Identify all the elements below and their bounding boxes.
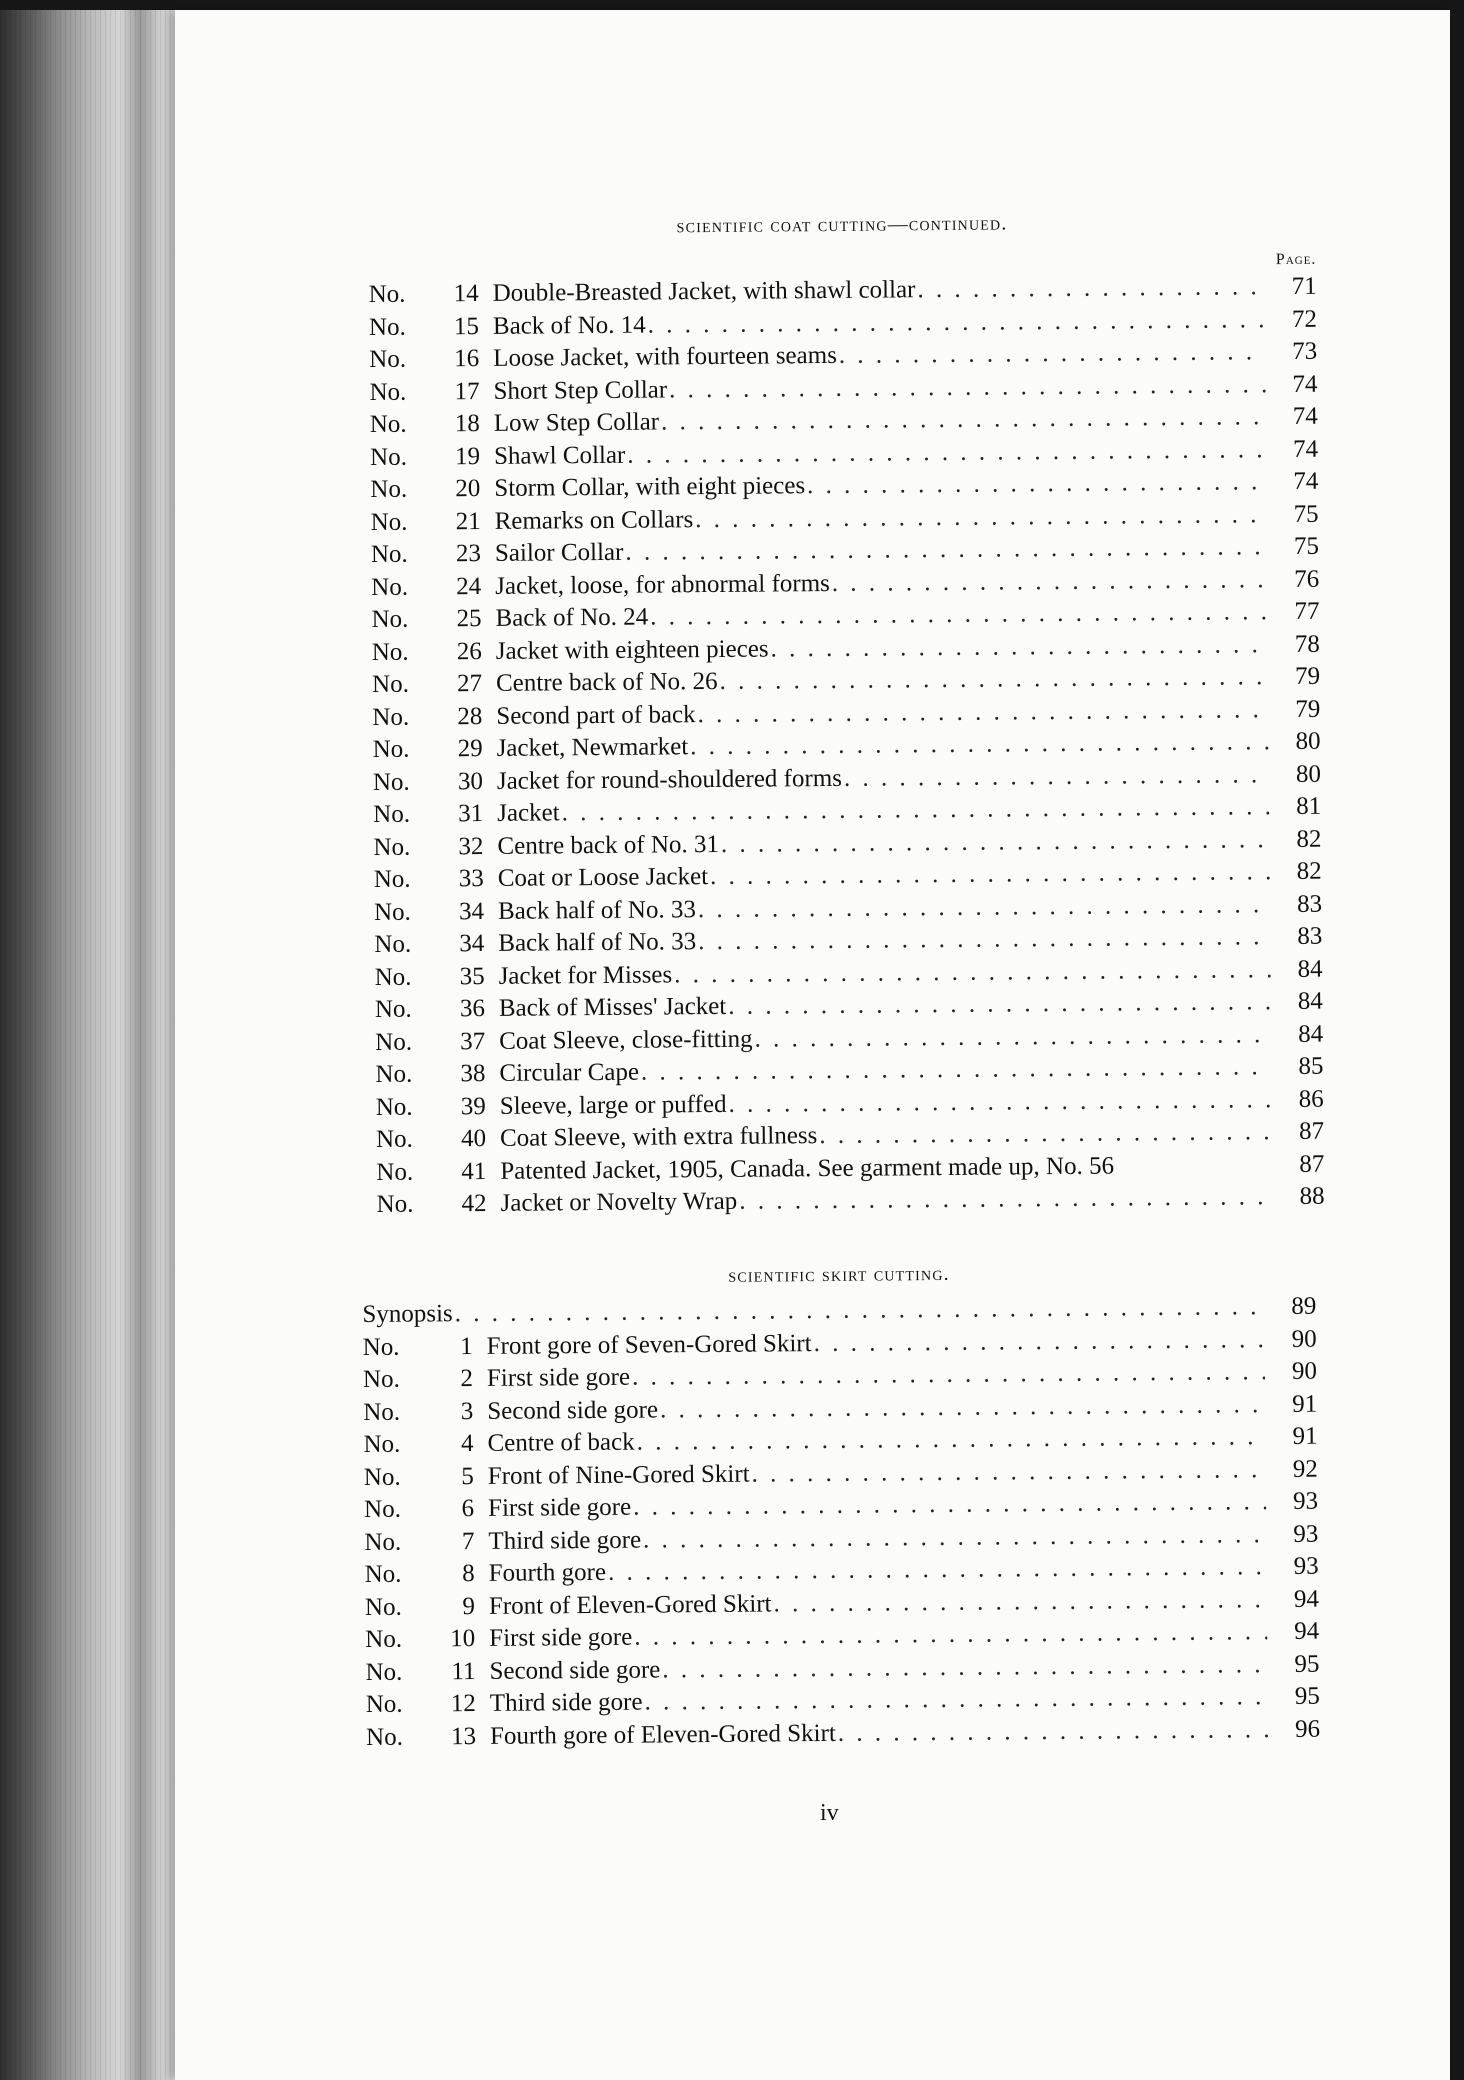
entry-page: 79 [1295, 695, 1321, 723]
entry-number: 37 [460, 1027, 486, 1055]
entry-title: Third side gore [488, 1526, 642, 1555]
dot-leader [754, 1019, 1271, 1056]
entry-title: Double-Breasted Jacket, with shawl collar [492, 276, 916, 307]
entry-number: 36 [459, 995, 486, 1023]
entry-number: 28 [457, 702, 483, 730]
entry-no-label: No. [370, 475, 408, 503]
dot-leader [813, 1324, 1264, 1360]
entry-page: 87 [1298, 1117, 1325, 1145]
entry-no-label: No. [371, 670, 409, 698]
entry-page: 84 [1298, 1020, 1324, 1048]
dot-leader [728, 986, 1271, 1023]
entry-page: 90 [1291, 1325, 1317, 1353]
dot-leader [728, 1084, 1271, 1121]
entry-number: 4 [460, 1430, 474, 1458]
entry-no-label: No. [371, 638, 409, 666]
entry-title: Centre back of No. 31 [497, 830, 720, 860]
entry-no-label: No. [374, 930, 412, 958]
entry-page: 74 [1292, 402, 1318, 430]
entry-page: 93 [1293, 1520, 1319, 1548]
entry-no-label: No. [369, 345, 407, 373]
dot-leader [739, 1181, 1273, 1218]
entry-title: Fourth gore of Eleven-Gored Skirt [489, 1719, 836, 1750]
entry-page: 84 [1297, 955, 1323, 983]
entry-no-label: No. [364, 1528, 402, 1556]
entry-page: 74 [1292, 435, 1319, 463]
entry-page: 92 [1292, 1455, 1318, 1483]
entry-number: 33 [458, 865, 484, 893]
entry-title: Second side gore [489, 1655, 661, 1685]
dot-leader [838, 1714, 1269, 1750]
entry-page: 91 [1292, 1390, 1318, 1418]
dot-leader [632, 1356, 1265, 1394]
entry-number: 17 [454, 377, 480, 405]
entry-page: 85 [1298, 1052, 1324, 1080]
entry-no-label: No. [372, 703, 410, 731]
skirt-section-heading: scientific skirt cutting. [728, 1262, 950, 1287]
entry-no-label: No. [374, 963, 412, 991]
entry-no-label: No. [365, 1690, 403, 1718]
entry-title: Third side gore [489, 1688, 643, 1717]
entry-no-label: No. [363, 1398, 401, 1426]
entry-number: 35 [459, 962, 485, 990]
entry-title: Back of No. 24 [495, 603, 649, 632]
entry-no-label: No. [375, 1028, 413, 1056]
dot-leader [634, 1616, 1267, 1654]
dot-leader [807, 466, 1267, 503]
entry-title: Sleeve, large or puffed [499, 1090, 727, 1120]
entry-no-label: No. [370, 508, 408, 536]
coat-section-heading: scientific coat cutting—continued. [676, 212, 1008, 238]
dot-leader [770, 629, 1267, 666]
entry-title: Front of Eleven-Gored Skirt [488, 1589, 772, 1620]
page-column-label: Page. [1275, 250, 1317, 269]
entry-title: Jacket with eighteen pieces [495, 635, 769, 665]
entry-title: Jacket [497, 799, 560, 827]
entry-page: 80 [1295, 727, 1321, 755]
page-folio: iv [820, 1800, 839, 1826]
dot-leader [650, 596, 1268, 634]
entry-title: Jacket or Novelty Wrap [500, 1187, 738, 1217]
entry-title: Short Step Collar [493, 375, 668, 405]
entry-page: 95 [1294, 1650, 1320, 1678]
skirt-entry-list [363, 1323, 1321, 1754]
dot-leader [751, 1454, 1265, 1491]
entry-number: 1 [460, 1332, 473, 1360]
book-page-edges [0, 10, 190, 2080]
entry-title: Coat Sleeve, close-fitting [499, 1025, 753, 1055]
entry-no-label: No. [371, 573, 409, 601]
entry-number: 34 [458, 897, 485, 925]
entry-title: Circular Cape [499, 1058, 640, 1087]
entry-number: 41 [461, 1157, 487, 1185]
entry-number: 6 [461, 1495, 475, 1523]
entry-title: Back of No. 14 [492, 311, 646, 340]
entry-page: 72 [1291, 305, 1318, 333]
entry-page: 96 [1294, 1715, 1321, 1743]
entry-title: Back of Misses' Jacket [498, 992, 727, 1022]
entry-page: 93 [1292, 1487, 1319, 1515]
dot-leader [832, 564, 1268, 600]
entry-number: 13 [450, 1722, 477, 1750]
entry-title: Jacket for Misses [498, 960, 673, 990]
entry-page: 79 [1294, 662, 1321, 690]
coat-entry-list [369, 271, 1325, 1222]
entry-number: 21 [455, 507, 481, 535]
entry-number: 42 [461, 1190, 487, 1218]
entry-page: 83 [1297, 922, 1323, 950]
dot-leader [674, 954, 1271, 992]
entry-title: Centre back of No. 26 [495, 667, 718, 697]
dot-leader [839, 336, 1266, 372]
entry-page: 74 [1292, 370, 1318, 398]
dot-leader [690, 726, 1269, 764]
entry-page: 82 [1296, 825, 1322, 853]
entry-no-label: No. [365, 1625, 403, 1653]
entry-number: 26 [456, 637, 482, 665]
entry-title: Second side gore [487, 1395, 659, 1425]
entry-no-label: No. [364, 1560, 402, 1588]
entry-page: 77 [1294, 597, 1320, 625]
dot-leader [697, 694, 1268, 731]
entry-no-label: No. [363, 1463, 401, 1491]
entry-title: Jacket, loose, for abnormal forms [495, 569, 830, 600]
entry-no-label: No. [372, 735, 410, 763]
entry-no-label: No. [373, 800, 411, 828]
dot-leader [773, 1584, 1267, 1621]
dot-leader [669, 369, 1266, 407]
entry-number: 12 [450, 1690, 476, 1718]
entry-no-label: No. [375, 1093, 413, 1121]
entry-no-label: No. [372, 768, 410, 796]
dot-leader [844, 759, 1269, 795]
entry-title: Coat Sleeve, with extra fullness [499, 1122, 818, 1152]
entry-no-label: No. [362, 1333, 400, 1361]
entry-title: Second part of back [496, 700, 696, 730]
entry-title: Back half of No. 33 [498, 928, 697, 957]
entry-no-label: No. [370, 540, 408, 568]
entry-number: 29 [457, 735, 483, 763]
dot-leader [644, 1681, 1268, 1719]
entry-title: Fourth gore [488, 1558, 607, 1587]
entry-page: 76 [1294, 565, 1320, 593]
entry-page: 93 [1293, 1552, 1319, 1580]
dot-leader [633, 1486, 1266, 1524]
entry-no-label: No. [369, 443, 408, 471]
coat-section [368, 210, 1325, 1222]
entry-number: 19 [454, 442, 481, 470]
entry-title: Front of Nine-Gored Skirt [487, 1460, 750, 1490]
entry-title: First side gore [487, 1493, 632, 1522]
entry-page: 90 [1291, 1357, 1318, 1385]
entry-page: 94 [1294, 1617, 1320, 1645]
entry-number: 15 [453, 312, 480, 340]
entry-page: 74 [1293, 467, 1319, 495]
dot-leader [917, 271, 1264, 307]
entry-title: Back half of No. 33 [497, 895, 697, 925]
entry-title: Sailor Collar [494, 538, 624, 567]
entry-no-label: No. [371, 605, 409, 633]
entry-title: Shawl Collar [493, 441, 626, 470]
entry-no-label: No. [363, 1495, 402, 1523]
entry-number: 11 [451, 1657, 476, 1685]
scan-right-border [1450, 0, 1464, 2080]
entry-number: 10 [450, 1625, 476, 1653]
entry-page: 83 [1296, 890, 1323, 918]
entry-title: First side gore [489, 1623, 633, 1652]
entry-page: 82 [1296, 857, 1322, 885]
entry-number: 34 [459, 930, 485, 958]
entry-page: 75 [1293, 532, 1320, 560]
entry-number: 38 [460, 1060, 486, 1088]
entry-page: 91 [1292, 1422, 1318, 1450]
entry-number: 3 [460, 1397, 474, 1425]
entry-number: 16 [454, 345, 480, 373]
dot-leader [695, 499, 1267, 536]
dot-leader [710, 856, 1270, 893]
entry-no-label: No. [373, 898, 411, 926]
dot-leader [819, 1116, 1272, 1152]
entry-page: 87 [1299, 1150, 1325, 1178]
dot-leader [660, 1389, 1265, 1427]
entry-no-label: No. [365, 1723, 404, 1751]
entry-number: 5 [461, 1462, 474, 1490]
entry-title: Centre of back [487, 1428, 635, 1457]
entry-page: 80 [1295, 760, 1322, 788]
entry-no-label: No. [369, 410, 407, 438]
skirt-section [362, 1260, 1320, 1754]
entry-no-label: No. [375, 1125, 413, 1153]
entry-no-label: No. [362, 1365, 400, 1393]
entry-number: 32 [458, 832, 484, 860]
entry-number: 39 [460, 1092, 486, 1120]
entry-title: Storm Collar, with eight pieces [494, 472, 806, 502]
entry-page: 86 [1298, 1085, 1324, 1113]
entry-no-label: No. [364, 1593, 402, 1621]
dot-leader [662, 1649, 1267, 1687]
entry-page: 75 [1293, 500, 1319, 528]
entry-no-label: No. [374, 995, 412, 1023]
entry-number: 40 [460, 1125, 487, 1153]
dot-leader [648, 304, 1266, 342]
entry-title: Jacket, Newmarket [496, 733, 689, 762]
entry-number: 30 [457, 767, 484, 795]
entry-number: 25 [456, 605, 482, 633]
dot-leader [719, 661, 1268, 698]
entry-number: 24 [456, 572, 482, 600]
dot-leader [641, 1051, 1272, 1089]
entry-no-label: No. [368, 313, 406, 341]
entry-title: Synopsis [362, 1300, 453, 1328]
entry-no-label: No. [363, 1430, 401, 1458]
dot-leader [698, 921, 1270, 958]
entry-page: 88 [1299, 1182, 1325, 1210]
entry-page: 89 [1291, 1292, 1317, 1320]
entry-no-label: No. [369, 378, 407, 406]
entry-number: 14 [453, 280, 479, 308]
entry-number: 2 [460, 1365, 474, 1393]
entry-number: 31 [458, 800, 484, 828]
entry-title: Remarks on Collars [494, 505, 694, 535]
spacer [1114, 1172, 1278, 1173]
entry-no-label: No. [376, 1190, 414, 1218]
entry-page: 84 [1297, 987, 1323, 1015]
entry-page: 78 [1294, 630, 1320, 658]
entry-title: Loose Jacket, with fourteen seams [493, 341, 837, 372]
entry-page: 71 [1291, 272, 1317, 300]
entry-title: Low Step Collar [493, 408, 660, 437]
entry-page: 73 [1292, 337, 1318, 365]
entry-number: 27 [456, 670, 483, 698]
dot-leader [721, 824, 1270, 861]
entry-no-label: No. [376, 1158, 414, 1186]
entry-number: 23 [455, 540, 482, 568]
entry-title: Patented Jacket, 1905, Canada. See garment made up, No. 56 [500, 1152, 1115, 1185]
entry-no-label: No. [373, 865, 411, 893]
entry-number: 18 [454, 410, 480, 438]
entry-no-label: No. [375, 1060, 413, 1088]
entry-page: 95 [1294, 1682, 1320, 1710]
dot-leader [698, 889, 1270, 926]
entry-title: Jacket for round-shouldered forms [496, 764, 843, 795]
entry-no-label: No. [365, 1658, 403, 1686]
entry-title: Coat or Loose Jacket [497, 863, 709, 892]
entry-page: 94 [1293, 1585, 1320, 1613]
dot-leader [643, 1519, 1267, 1557]
dot-leader [661, 401, 1266, 439]
entry-number: 20 [455, 475, 481, 503]
entry-number: 8 [462, 1560, 475, 1588]
entry-title: First side gore [486, 1363, 631, 1392]
entry-no-label: No. [368, 280, 406, 308]
entry-title: Front gore of Seven-Gored Skirt [486, 1329, 812, 1360]
dot-leader [637, 1421, 1266, 1459]
entry-number: 9 [462, 1592, 476, 1620]
entry-page: 81 [1296, 792, 1322, 820]
entry-no-label: No. [373, 833, 411, 861]
entry-number: 7 [461, 1527, 475, 1555]
